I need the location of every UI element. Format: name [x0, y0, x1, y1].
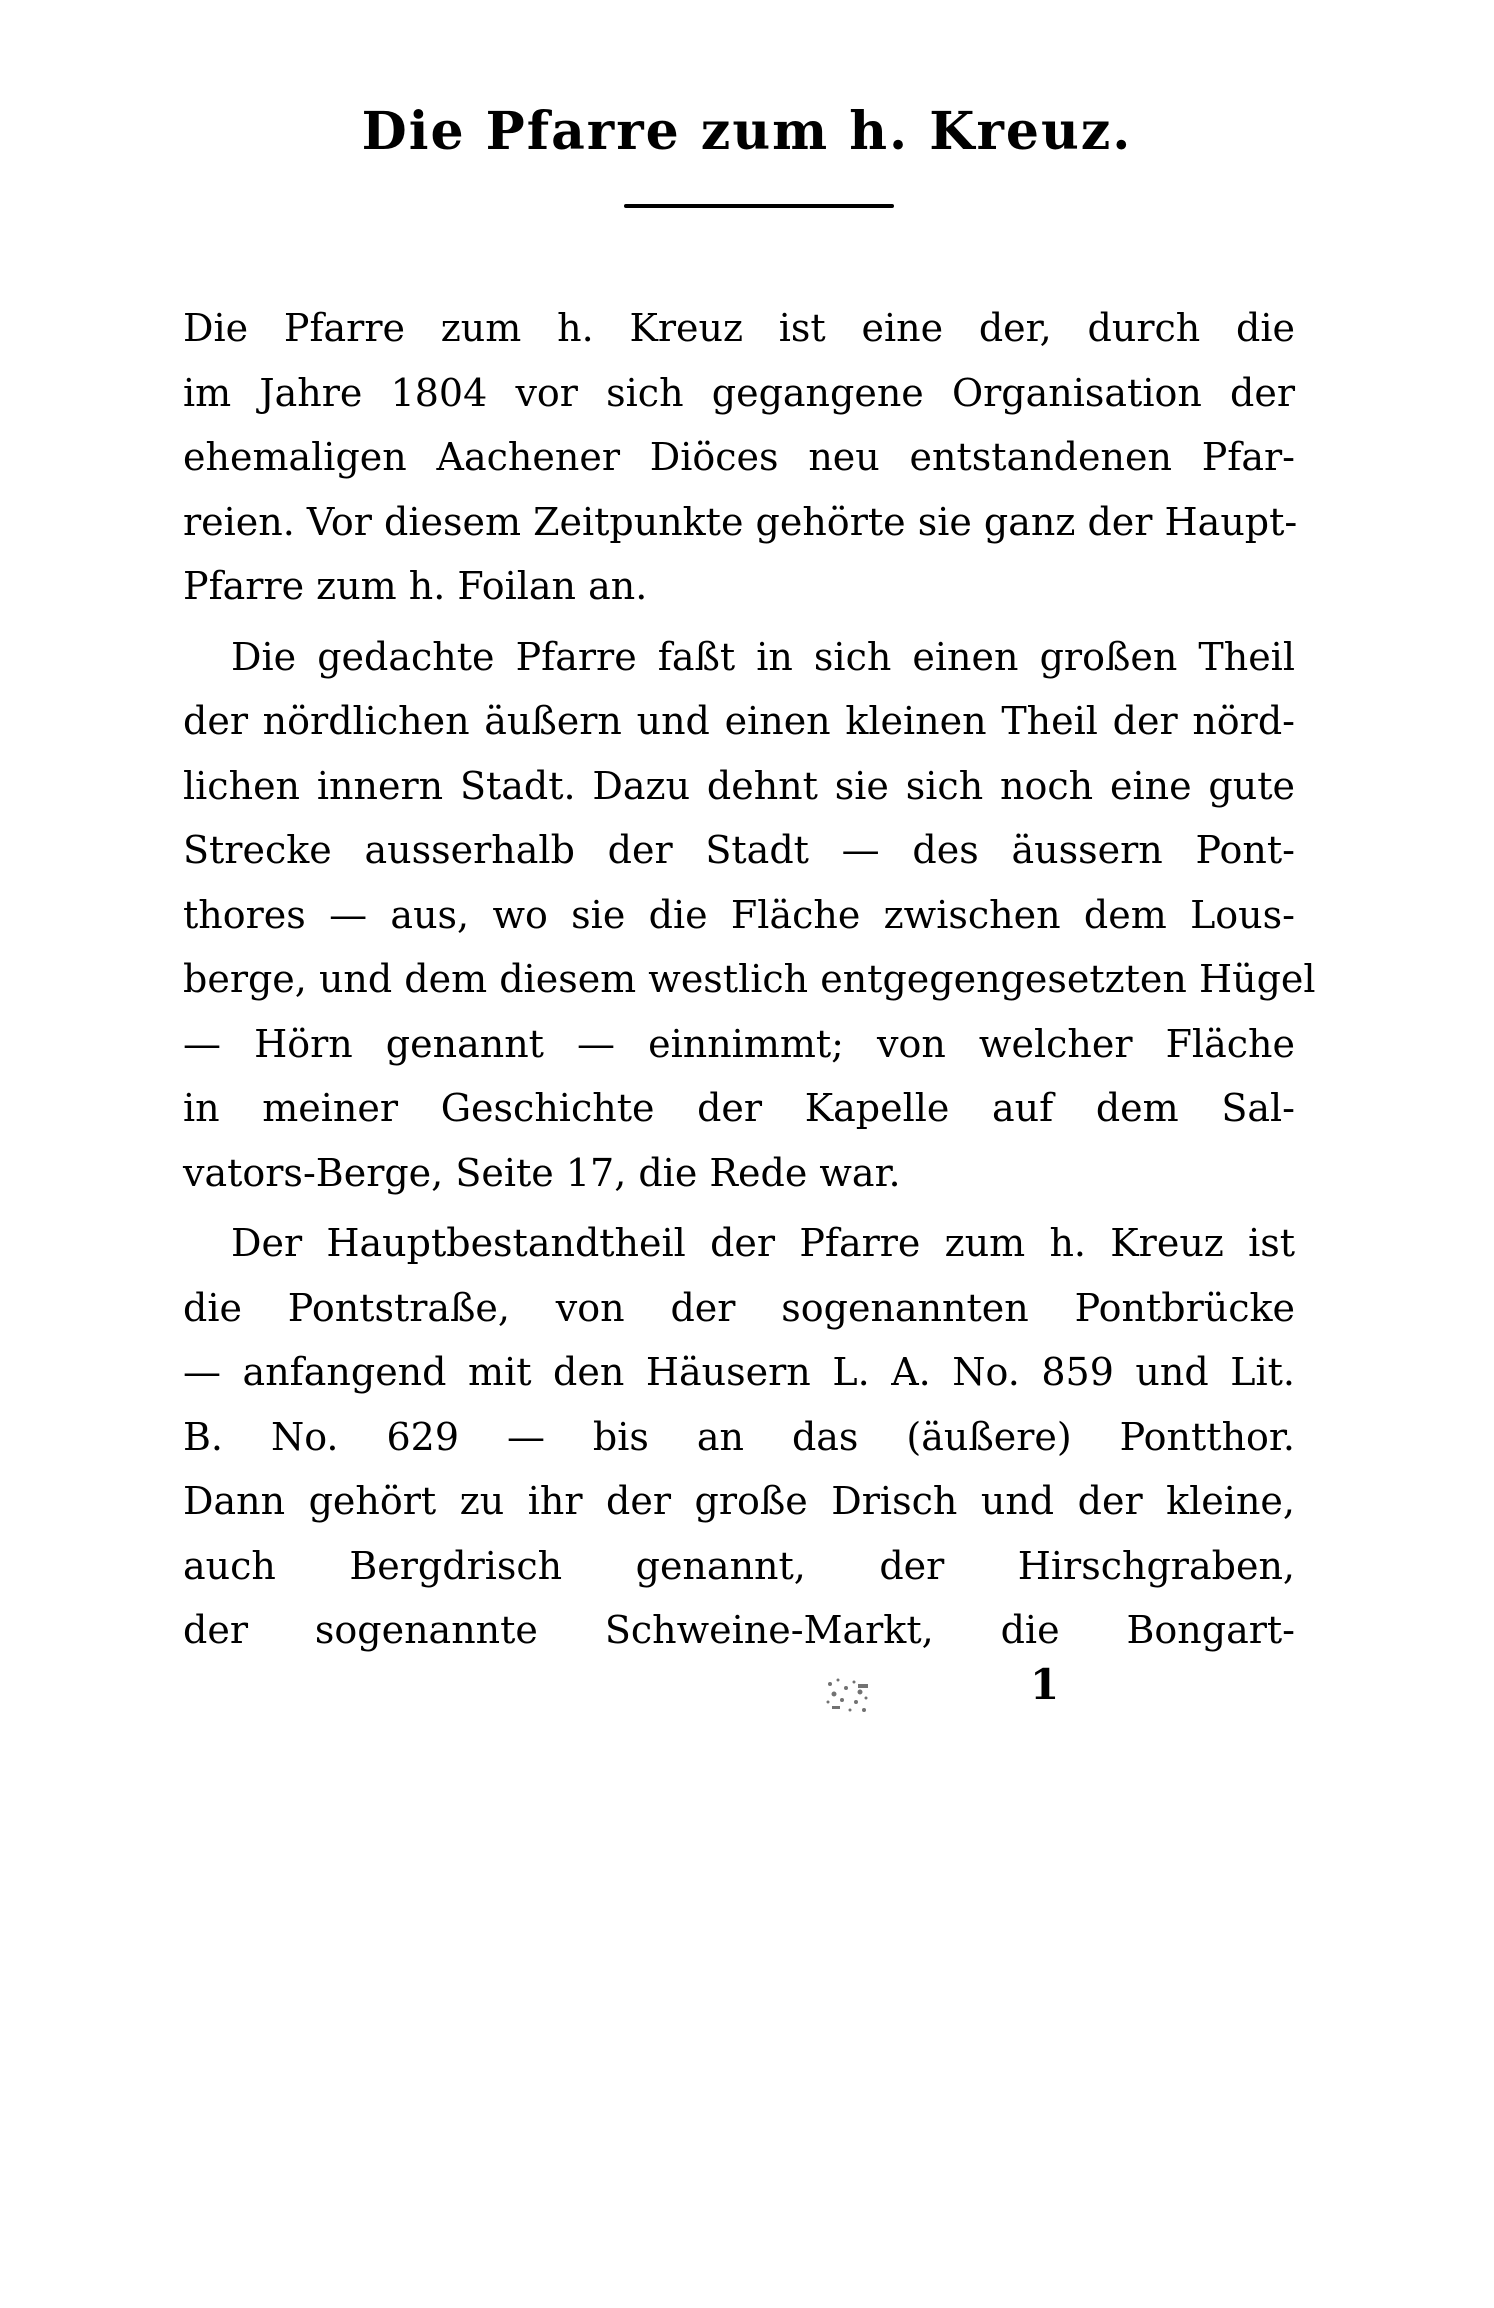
paragraph-2 — [183, 625, 1316, 1206]
text-line: die Pontstraße, von der sogenannten Pontbrücke — [183, 1285, 1295, 1330]
text-line: Die gedachte Pfarre faßt in sich einen großen Theil — [231, 634, 1295, 679]
text-line: reien. Vor diesem Zeitpunkte gehörte sie ganz der Haupt- — [183, 499, 1298, 544]
paragraph-3 — [183, 1211, 1295, 1663]
text-line: ehemaligen Aachener Diöces neu entstandenen Pfar- — [183, 435, 1295, 479]
text-line: berge, und dem diesem westlich entgegengesetzten Hügel — [183, 957, 1316, 1001]
text-line: Dann gehört zu ihr der große Drisch und der kleine, — [183, 1479, 1295, 1523]
text-line: vators-Berge, Seite 17, die Rede war. — [183, 1150, 901, 1195]
body-text — [183, 296, 1316, 1663]
text-line: im Jahre 1804 vor sich gegangene Organisation der — [183, 370, 1295, 415]
text-line: — anfangend mit den Häusern L. A. No. 859 und Lit. — [183, 1350, 1295, 1394]
text-line: in meiner Geschichte der Kapelle auf dem Sal- — [183, 1086, 1295, 1130]
page-number: 1 — [1030, 1660, 1060, 1709]
title-divider-rule — [624, 204, 894, 208]
text-line: Der Hauptbestandtheil der Pfarre zum h. Kreuz ist — [231, 1221, 1295, 1265]
library-stamp-mark-icon — [820, 1670, 880, 1718]
text-line: thores — aus, wo sie die Fläche zwischen dem Lous- — [183, 892, 1295, 937]
text-line: lichen innern Stadt. Dazu dehnt sie sich noch eine gute — [183, 763, 1295, 808]
text-line: Pfarre zum h. Foilan an. — [183, 564, 648, 608]
text-line: Die Pfarre zum h. Kreuz ist eine der, durch die — [183, 306, 1295, 350]
text-line: — Hörn genannt — einnimmt; von welcher Fläche — [183, 1021, 1295, 1066]
text-line: B. No. 629 — bis an das (äußere) Pontthor. — [183, 1414, 1295, 1459]
text-line: der sogenannte Schweine-Markt, die Bongart- — [183, 1608, 1295, 1652]
text-line: der nördlichen äußern und einen kleinen Theil der nörd- — [183, 699, 1295, 743]
chapter-title: Die Pfarre zum h. Kreuz. — [361, 100, 1133, 162]
text-line: Strecke ausserhalb der Stadt — des äussern Pont- — [183, 828, 1295, 872]
text-line: auch Bergdrisch genannt, der Hirschgraben, — [183, 1543, 1295, 1588]
paragraph-1 — [183, 296, 1298, 619]
